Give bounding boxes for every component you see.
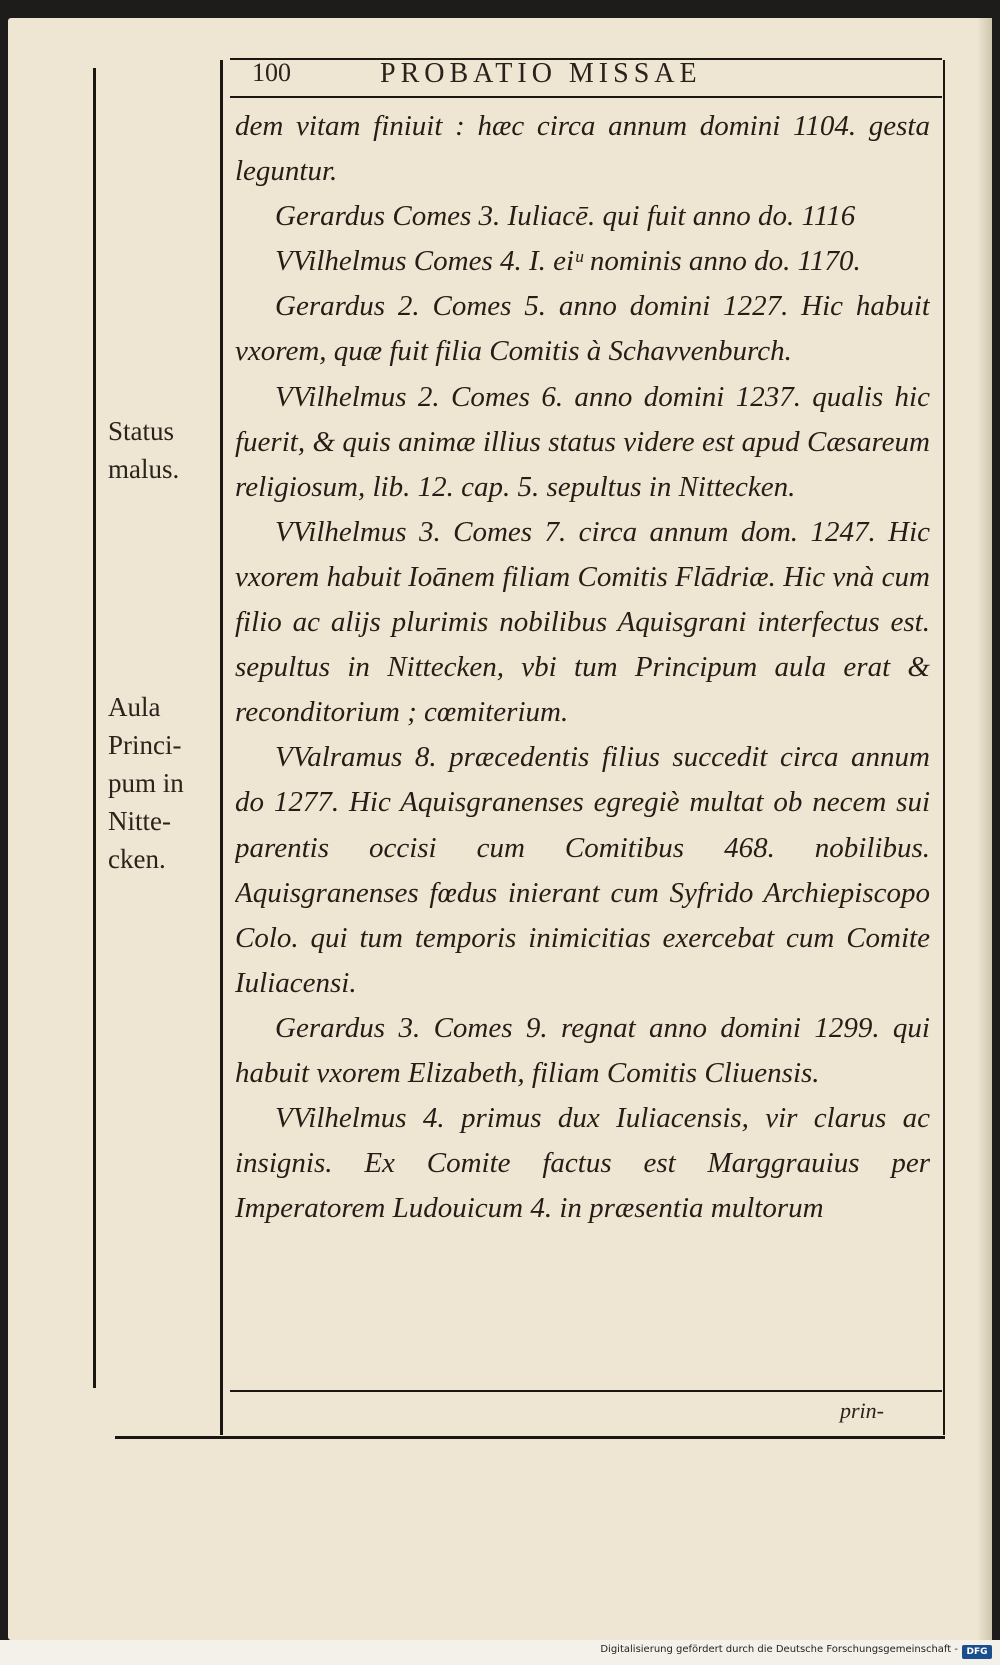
running-head xyxy=(230,52,940,92)
footer-bar xyxy=(0,1640,1000,1665)
paragraph: VVilhelmus 4. primus dux Iuliacensis, vir clarus ac insignis. Ex Comite factus est Marggrauius per Imperatorem Ludouicum 4. in præsentia multorum xyxy=(235,1102,930,1225)
margin-note-aula: Aula Princi- pum in Nitte- cken. xyxy=(108,692,184,874)
running-title: PROBATIO MISSAE xyxy=(380,58,702,89)
paragraph: dem vitam finiuit : hæc circa annum domini 1104. gesta leguntur. xyxy=(235,110,930,188)
dfg-logo-icon: DFG xyxy=(962,1645,992,1659)
left-margin-rule xyxy=(93,68,96,1388)
paragraph: VValramus 8. præcedentis filius succedit circa annum do 1277. Hic Aquisgranenses egregiè multat ob necem sui parentis occisi cum Comitibus 468. nobilibus. Aquisgranenses fœdus inierant cum Syfrido Archiepiscopo Colo. qui tum temporis inimicitias exercebat cum Comite Iuliacensi. xyxy=(235,741,930,999)
text-right-rule xyxy=(943,60,945,1435)
catchword: prin- xyxy=(840,1398,884,1423)
text-left-rule xyxy=(220,60,223,1435)
paragraph: Gerardus Comes 3. Iuliacē. qui fuit anno do. 1116 xyxy=(275,200,856,233)
paragraph: VVilhelmus 2. Comes 6. anno domini 1237. qualis hic fuerit, & quis animæ illius status videre est apud Cæsareum religiosum, lib. 12. cap. 5. sepultus in Nittecken. xyxy=(235,380,930,503)
page-spine-shadow xyxy=(978,18,992,1640)
margin-note-status-malus: Status malus. xyxy=(108,416,180,484)
paragraph: Gerardus 3. Comes 9. regnat anno domini 1299. qui habuit vxorem Elizabeth, filiam Comitis Cliuensis. xyxy=(235,1011,930,1089)
footer-credit: Digitalisierung gefördert durch die Deutsche Forschungsgemeinschaft - xyxy=(600,1644,958,1655)
body-text xyxy=(235,104,930,1394)
header-bottom-rule xyxy=(230,96,942,98)
paragraph: VVilhelmus 3. Comes 7. circa annum dom. 1247. Hic vxorem habuit Ioānem filiam Comitis Flādriæ. Hic vnà cum filio ac alijs plurimis nobilibus Aquisgrani interfectus est. sepultus in Nittecken, vbi tum Principum aula erat & reconditorium ; cœmiterium. xyxy=(235,515,930,729)
page-bottom-rule xyxy=(115,1436,945,1439)
page-number: 100 xyxy=(252,58,291,87)
paragraph: VVilhelmus Comes 4. I. eiᵘ nominis anno do. 1170. xyxy=(275,245,861,278)
paragraph: Gerardus 2. Comes 5. anno domini 1227. Hic habuit vxorem, quæ fuit filia Comitis à Schavvenburch. xyxy=(235,290,930,368)
